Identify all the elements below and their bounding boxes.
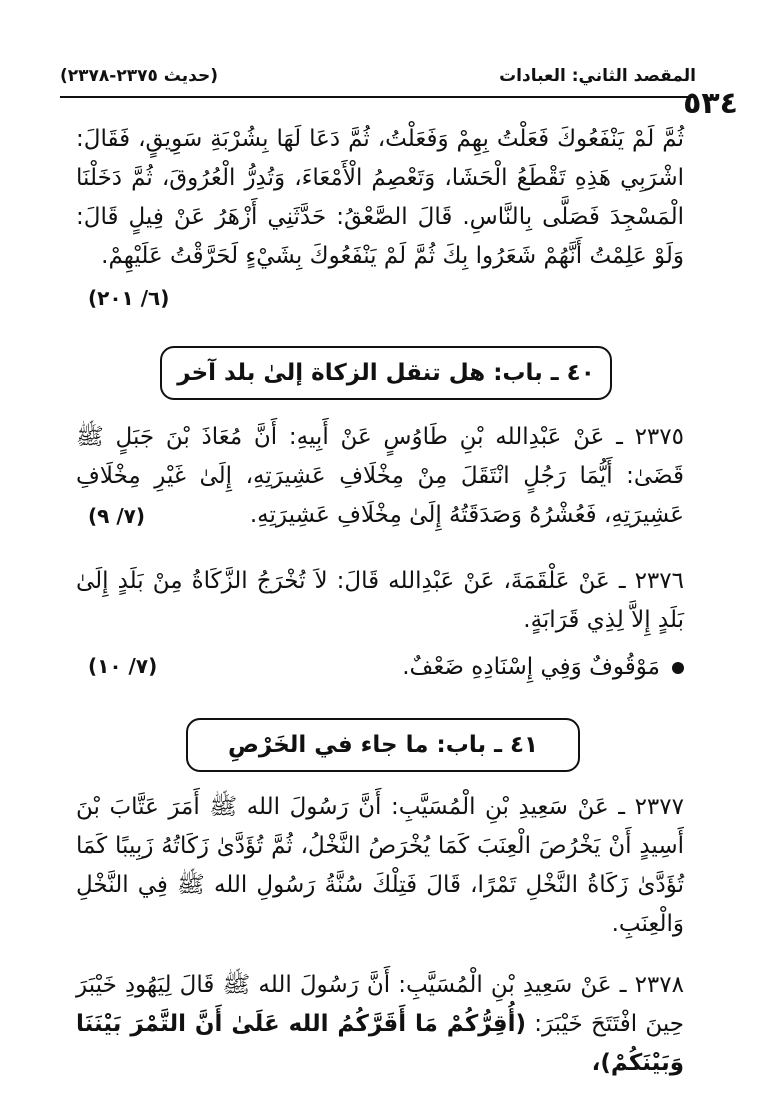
page-number: ٥٣٤ [683,86,738,121]
continuation-ref: (٦/ ٢٠١) [88,286,170,310]
hadith-2376-note: مَوْقُوفٌ وَفِي إِسْنَادِهِ ضَعْفٌ. [402,654,660,680]
header-section-title: المقصد الثاني: العبادات [499,66,696,86]
hadith-2375-ref: (٧/ ٩) [88,504,145,528]
hadith-2378 [76,966,684,1076]
hadith-2378-quote: (أُقِرُّكُمْ مَا أَقَرَّكُمُ الله عَلَىٰ أَنَّ التَّمْرَ بَيْنَنَا وَبَيْنَكُمْ)، [76,1011,684,1076]
running-header [60,62,696,98]
hadith-2376-note-line [402,648,684,687]
hadith-2376: ٢٣٧٦ ـ عَنْ عَلْقَمَةَ، عَنْ عَبْدِالله قَالَ: لاَ تُخْرَجُ الزَّكَاةُ مِنْ بَلَدٍ إِلَىٰ بَلَدٍ إِلاَّ لِذِي قَرَابَةٍ. [76,568,684,633]
header-hadith-range: (حديث ٢٣٧٥-٢٣٧٨) [60,66,219,86]
bullet-icon [672,662,684,674]
hadith-2375: ٢٣٧٥ ـ عَنْ عَبْدِالله بْنِ طَاوُسٍ عَنْ أَبِيهِ: أَنَّ مُعَاذَ بْنَ جَبَلٍ ﷺ قَضَىٰ: أَيُّمَا رَجُلٍ انْتَقَلَ مِنْ مِخْلَافِ عَشِيرَتِهِ، إِلَىٰ غَيْرِ مِخْلَافِ عَشِيرَتِهِ، فَعُشْرُهُ وَصَدَقَتُهُ إِلَىٰ مِخْلَافِ عَشِيرَتِهِ. [76,424,684,528]
hadith-2377: ٢٣٧٧ ـ عَنْ سَعِيدِ بْنِ الْمُسَيَّبِ: أَنَّ رَسُولَ الله ﷺ أَمَرَ عَتَّابَ بْنَ أَسِيدٍ أَنْ يَخْرُصَ الْعِنَبَ كَمَا يُخْرَصُ النَّخْلُ، ثُمَّ تُؤَدَّىٰ زَكَاتُهُ زَبِيبًا كَمَا تُؤَدَّىٰ زَكَاةُ النَّخْلِ تَمْرًا، قَالَ فَتِلْكَ سُنَّةُ رَسُولِ الله ﷺ فِي النَّخْلِ وَالْعِنَبِ. [76,794,684,937]
hadith-2376-ref: (٧/ ١٠) [88,654,158,678]
hadith-2378-text: ٢٣٧٨ ـ عَنْ سَعِيدِ بْنِ الْمُسَيَّبِ: أَنَّ رَسُولَ الله ﷺ قَالَ لِيَهُودِ خَيْبَرَ حِينَ افْتَتَحَ خَيْبَرَ: [76,972,684,1037]
continuation-paragraph: ثُمَّ لَمْ يَنْفَعُوكَ فَعَلْتُ بِهِمْ وَفَعَلْتُ، ثُمَّ دَعَا لَهَا بِشُرْبَةِ سَوِيقٍ، فَقَالَ: اشْرَبِي هَذِهِ تَقْطَعُ الْحَشَا، وَتَعْصِمُ الْأَمْعَاءَ، وَتُدِرُّ الْعُرُوقَ، ثُمَّ دَخَلْنَا الْمَسْجِدَ فَصَلَّى بِالنَّاسِ. قَالَ الصَّعْقُ: حَدَّثَنِي أَزْهَرُ عَنْ فِيلٍ قَالَ: وَلَوْ عَلِمْتُ أَنَّهُمْ شَعَرُوا بِكَ ثُمَّ لَمْ يَنْفَعُوكَ بِشَيْءٍ لَحَرَّقْتُ عَلَيْهِمْ. [76,126,684,269]
chapter-40-heading: ٤٠ ـ باب: هل تنقل الزكاة إلىٰ بلد آخر [160,346,612,400]
chapter-41-heading: ٤١ ـ باب: ما جاء في الخَرْصِ [186,718,580,772]
